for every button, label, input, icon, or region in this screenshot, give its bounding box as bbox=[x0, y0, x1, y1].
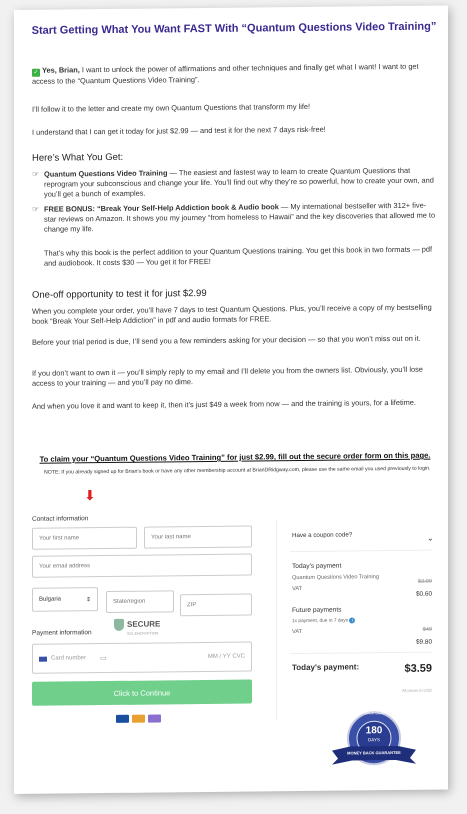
card-icon: ▭ bbox=[100, 655, 107, 663]
bullet-item-bonus: ☞ FREE BONUS: “Break Your Self-Help Addiction book & Audio book — My international bestseller with 312+ five-star reviews on Amazon. It shows you my journey “from homeless to Hawaii” and the key discoveries that allowed me to change my life. bbox=[32, 200, 436, 234]
money-back-badge bbox=[326, 706, 422, 775]
offer-paragraph: If you don’t want to own it — you’ll simply reply to my email and I’ll delete you from the owners list. Obviously, you’ll lose access to your training — and you’ll pay no dime. bbox=[32, 364, 423, 388]
payment-methods bbox=[116, 714, 161, 722]
arrow-down-icon: ⬇ bbox=[84, 487, 96, 504]
continue-button[interactable]: Click to Continue bbox=[32, 680, 252, 706]
offer-paragraph: And when you love it and want to keep it, then it’s just $49 a week from now — and the training is yours, for a lifetime. bbox=[32, 397, 416, 411]
visa-icon bbox=[116, 715, 129, 723]
shield-icon bbox=[114, 619, 124, 631]
intro-line-2: I’ll follow it to the letter and create my own Quantum Questions that transform my life! bbox=[32, 101, 311, 114]
divider bbox=[290, 550, 432, 552]
page-headline: Start Getting What You Want FAST With “Quantum Questions Video Training” bbox=[31, 20, 437, 37]
badge-top-text: MONEY BACK GUARANTEE bbox=[350, 710, 398, 716]
state-input[interactable] bbox=[106, 590, 174, 613]
badge-ribbon-text: MONEY BACK GUARANTEE bbox=[347, 749, 401, 756]
divider bbox=[290, 652, 432, 654]
contact-label: Contact information bbox=[32, 515, 89, 523]
total-value: $3.59 bbox=[404, 662, 432, 675]
info-icon[interactable]: i bbox=[349, 617, 355, 623]
card-input[interactable]: Card number ▭ MM / YY CVC bbox=[32, 642, 252, 674]
coupon-toggle[interactable]: Have a coupon code? bbox=[292, 531, 353, 540]
login-note: NOTE: If you already signed up for Brian’s book or have any other membership account at BrianDRidgway.com, please use the same email you used previously to login. bbox=[44, 465, 431, 476]
offer-paragraph: When you complete your order, you’ll have 7 days to test Quantum Questions. Plus, you’ll receive a copy of my bestselling book “Break Your Self-Help Addiction” in pdf and audio formats for FREE. bbox=[32, 302, 432, 326]
payment-label: Payment information bbox=[32, 629, 92, 637]
intro-line-3: I understand that I can get it today for just $2.99 — and test it for the next 7 days risk-free! bbox=[32, 124, 326, 137]
item-name: Quantum Questions Video Training bbox=[292, 574, 379, 582]
cta-link[interactable]: To claim your “Quantum Questions Video Training” for just $2.99, fill out the secure order form on this page. bbox=[39, 450, 431, 464]
future-vat: $9.80 bbox=[416, 638, 432, 646]
pointing-hand-icon: ☞ bbox=[32, 204, 40, 214]
offer-heading: One-off opportunity to test it for just $2.99 bbox=[32, 287, 207, 301]
select-arrows-icon: ⇕ bbox=[85, 596, 91, 603]
card-brand-icon bbox=[39, 656, 47, 661]
yes-name: Yes, Brian, bbox=[42, 65, 80, 75]
bullet-item-training: ☞ Quantum Questions Video Training — The easiest and fastest way to learn to create Quantum Questions that reprogram your subconscious and change your life. You’ll find out why they’re so powerful, how to create your own, and you’ll get a bunch of examples. bbox=[32, 165, 434, 199]
offer-paragraph: Before your trial period is due, I’ll send you a few reminders asking for your decision — so that you won’t miss out on it. bbox=[32, 333, 421, 347]
today-vat: $0.60 bbox=[416, 590, 432, 598]
last-name-input[interactable] bbox=[144, 526, 252, 549]
mastercard-icon bbox=[132, 715, 145, 723]
item-price: $2.99 bbox=[418, 578, 432, 585]
chevron-down-icon[interactable]: ⌄ bbox=[427, 533, 434, 543]
get-heading: Here’s What You Get: bbox=[32, 151, 124, 164]
badge-unit: DAYS bbox=[368, 737, 380, 743]
badge-days: 180 bbox=[365, 725, 383, 737]
today-payment-heading: Today's payment bbox=[292, 562, 342, 571]
divider bbox=[276, 519, 277, 719]
total-label: Today's payment: bbox=[292, 662, 360, 673]
zip-input[interactable] bbox=[180, 594, 252, 617]
total-note: All prices in USD bbox=[401, 687, 432, 693]
secure-badge: SECURE SSL ENCRYPTION bbox=[114, 613, 160, 635]
email-input[interactable] bbox=[32, 554, 252, 578]
card-icon bbox=[148, 714, 161, 722]
first-name-input[interactable] bbox=[32, 527, 137, 550]
future-payments-heading: Future payments bbox=[292, 606, 342, 615]
bonus-note: That’s why this book is the perfect addition to your Quantum Questions training. You get this book in two formats — pdf and audiobook. It costs $30 — You get it for FREE! bbox=[44, 244, 433, 268]
future-vat-label: VAT bbox=[292, 628, 303, 636]
future-sub: 1x payment, due in 7 days i bbox=[292, 617, 355, 624]
pointing-hand-icon: ☞ bbox=[32, 169, 40, 179]
check-icon: ✓ bbox=[33, 69, 39, 76]
vat-label: VAT bbox=[292, 585, 303, 593]
intro-paragraph: ✓ Yes, Brian, I want to unlock the power of affirmations and other techniques and finally get what I want! I want to get access to the “Quantum Questions Video Training”. bbox=[32, 61, 419, 86]
future-price: $49 bbox=[422, 626, 432, 633]
order-page bbox=[14, 5, 448, 794]
country-select[interactable]: Bulgaria ⇕ bbox=[32, 587, 98, 612]
